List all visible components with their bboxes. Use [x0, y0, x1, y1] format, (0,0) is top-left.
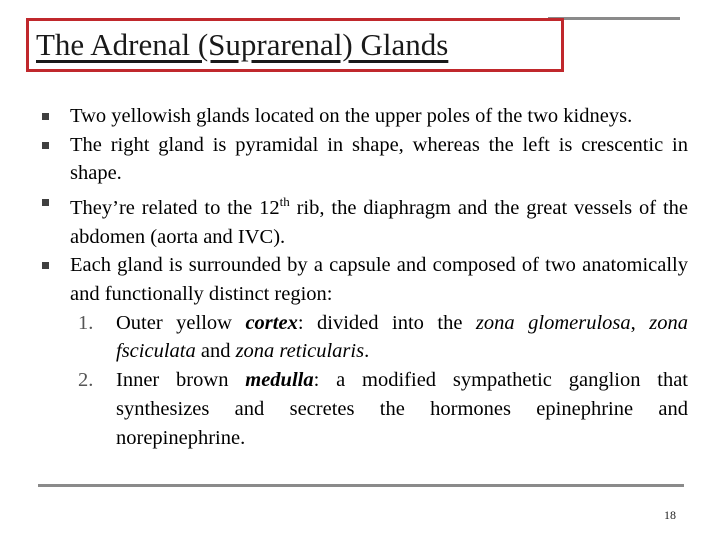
zone-name: zona fsciculata — [116, 311, 688, 363]
square-bullet-icon — [42, 113, 49, 120]
bullet-text: Each gland is surrounded by a capsule and composed of two anatomically and functionally distinct region: — [70, 254, 688, 306]
item-number: 2. — [78, 369, 94, 392]
bottom-divider — [38, 484, 684, 487]
top-divider — [548, 17, 680, 20]
numbered-item — [70, 366, 688, 452]
item-number: 1. — [78, 311, 94, 334]
slide-title: The Adrenal (Suprarenal) Glands — [36, 27, 449, 62]
bullet-text-before: They’re related to the 12 — [70, 196, 280, 219]
bullet-item — [40, 188, 688, 251]
zone-name: zona glomerulosa — [475, 311, 631, 334]
term-cortex: cortex — [245, 311, 298, 334]
item-text: : divided into the — [297, 311, 476, 334]
item-text: , — [630, 311, 650, 334]
item-text: : a modified sympathetic ganglion that synthesizes and secretes the hormones epinephrine and norepinephrine. — [116, 369, 689, 449]
bullet-item — [40, 102, 688, 131]
numbered-item — [70, 309, 688, 366]
item-text: and — [195, 340, 236, 363]
bullet-item — [40, 251, 688, 452]
bullet-text: The right gland is pyramidal in shape, whereas the left is crescentic in shape. — [70, 133, 688, 185]
ordinal-suffix: th — [279, 194, 290, 210]
page-number: 18 — [664, 508, 676, 522]
square-bullet-icon — [42, 199, 49, 206]
item-text: . — [364, 340, 370, 363]
bullet-list — [40, 102, 688, 452]
item-text: Inner brown — [116, 369, 246, 392]
item-text: Outer yellow — [116, 311, 246, 334]
slide-content — [40, 102, 688, 452]
bullet-text-after: rib, the diaphragm and the great vessels of the abdomen (aorta and IVC). — [70, 196, 688, 248]
bullet-item — [40, 131, 688, 188]
bullet-text: Two yellowish glands located on the upper poles of the two kidneys. — [70, 105, 633, 127]
square-bullet-icon — [42, 262, 49, 269]
numbered-sublist — [70, 309, 688, 453]
square-bullet-icon — [42, 142, 49, 149]
zone-name: zona reticularis — [235, 340, 365, 363]
term-medulla: medulla — [245, 369, 314, 392]
